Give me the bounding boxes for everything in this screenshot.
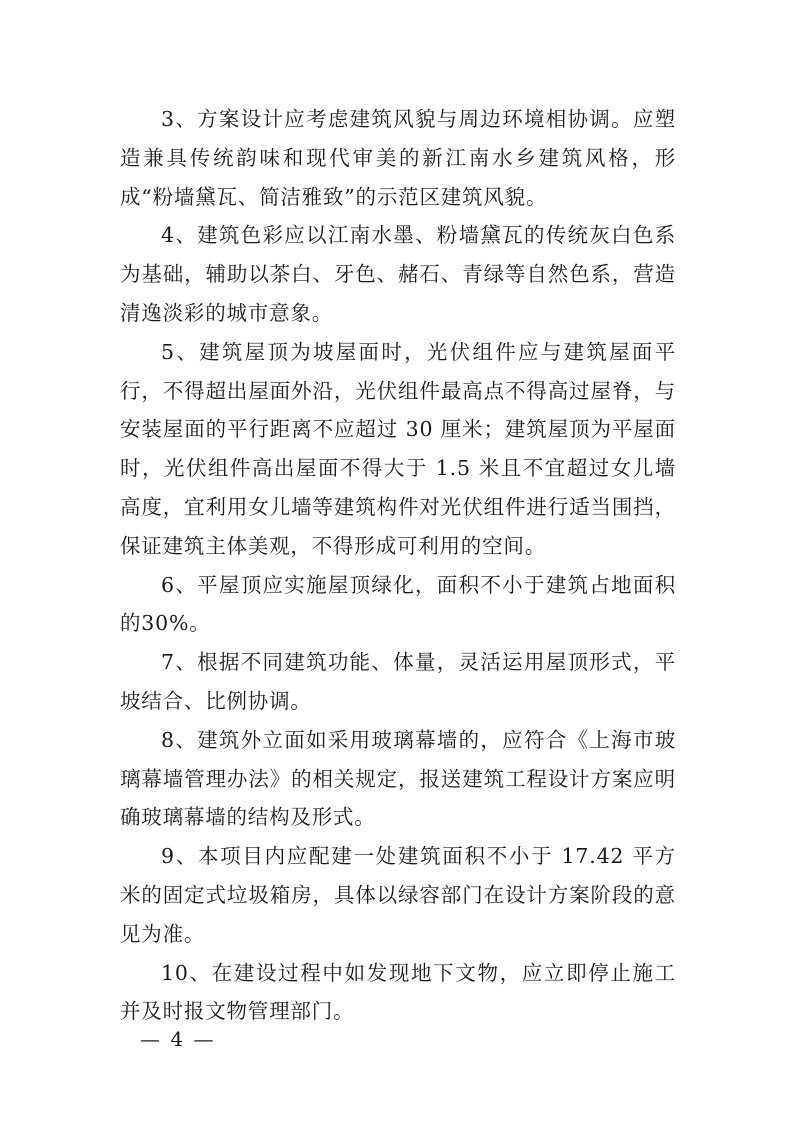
paragraph-item-3: 3、方案设计应考虑建筑风貌与周边环境相协调。应塑造兼具传统韵味和现代审美的新江南水乡建筑风格，形成“粉墙黛瓦、简洁雅致”的示范区建筑风貌。 xyxy=(120,107,676,209)
paragraph-item-5: 5、建筑屋顶为坡屋面时，光伏组件应与建筑屋面平行，不得超出屋面外沿，光伏组件最高点不得高过屋脊，与安装屋面的平行距离不应超过 30 厘米；建筑屋顶为平屋面时，光伏组件高出屋面不得大于 1.5 米且不宜超过女儿墙高度，宜利用女儿墙等建筑构件对光伏组件进行适当围挡，保证建筑主体美观，不得形成可利用的空间。 xyxy=(120,339,676,558)
page-number: — 4 — xyxy=(140,1027,216,1051)
paragraph-item-8: 8、建筑外立面如采用玻璃幕墙的，应符合《上海市玻璃幕墙管理办法》的相关规定，报送建筑工程设计方案应明确玻璃幕墙的结构及形式。 xyxy=(120,727,676,830)
paragraph-item-4: 4、建筑色彩应以江南水墨、粉墙黛瓦的传统灰白色系为基础，辅助以茶白、牙色、赭石、青绿等自然色系，营造清逸淡彩的城市意象。 xyxy=(120,223,676,325)
paragraph-item-9: 9、本项目内应配建一处建筑面积不小于 17.42 平方米的固定式垃圾箱房，具体以绿容部门在设计方案阶段的意见为准。 xyxy=(120,844,676,946)
paragraph-item-7: 7、根据不同建筑功能、体量，灵活运用屋顶形式，平坡结合、比例协调。 xyxy=(120,650,676,713)
paragraph-item-10: 10、在建设过程中如发现地下文物，应立即停止施工并及时报文物管理部门。 xyxy=(120,960,676,1024)
paragraph-item-6: 6、平屋顶应实施屋顶绿化，面积不小于建筑占地面积的30%。 xyxy=(120,572,676,636)
document-body xyxy=(120,100,676,1031)
